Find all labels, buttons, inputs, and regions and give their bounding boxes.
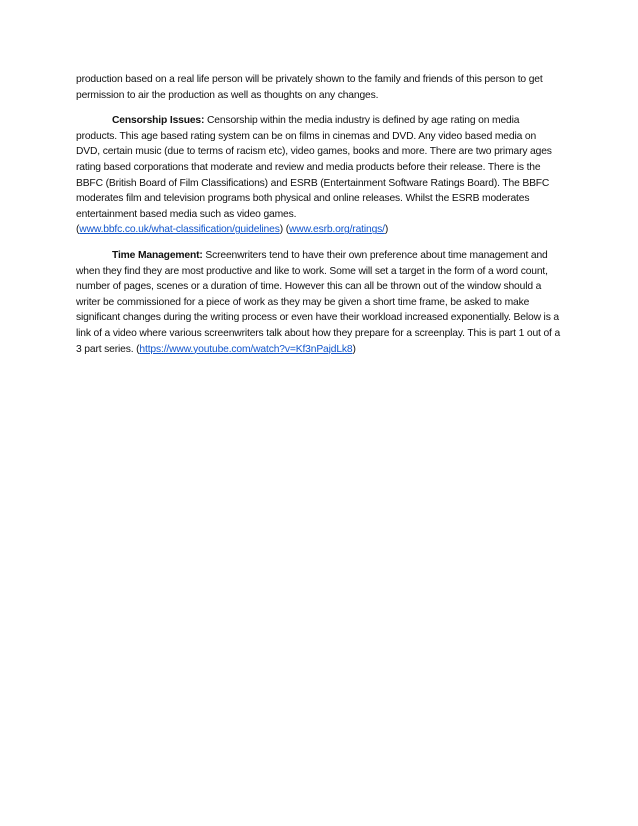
- close-paren: ): [384, 224, 389, 236]
- time-management-heading: Time Management:: [112, 249, 203, 261]
- open-paren: (: [76, 224, 80, 236]
- close-paren-2: ): [352, 343, 356, 355]
- link-separator: ) (: [279, 224, 289, 236]
- paragraph-production: [76, 72, 562, 103]
- paragraph-time-management: [76, 248, 562, 357]
- paragraph-censorship: [76, 113, 562, 238]
- youtube-link[interactable]: https://www.youtube.com/watch?v=Kf3nPajdLk8: [139, 343, 353, 355]
- censorship-heading: Censorship Issues:: [112, 115, 205, 127]
- esrb-link[interactable]: www.esrb.org/ratings/: [289, 224, 385, 236]
- paragraph-production-text: production based on a real life person will be privately shown to the family and friends of this person to get permission to air the production as well as thoughts on any changes.: [76, 74, 543, 101]
- bbfc-link[interactable]: www.bbfc.co.uk/what-classification/guidelines: [79, 224, 280, 236]
- censorship-text: Censorship within the media industry is defined by age rating on media products. This age based rating system can be on films in cinemas and DVD. Any video based media on DVD, certain music (due to terms of racism etc), video games, books and more. There are two primary ages rating based corporations that moderate and review and media products before their release. There is the BBFC (British Board of Film Classifications) and ESRB (Entertainment Software Ratings Board). The BBFC moderates film and television programs both physical and online releases. Whilst the ESRB moderates entertainment based media such as video games.: [76, 115, 552, 220]
- time-management-text: Screenwriters tend to have their own preference about time management and when they find they are most productive and like to work. Some will set a target in the form of a word count, number of pages, scenes or a duration of time. However this can all be thrown out of the window should a writer be commissioned for a piece of work as they may be given a short time frame, be asked to make significant changes during the writing process or even have their workload increased exponentially. Below is a link of a video where various screenwriters talk about how they prepare for a screenplay. This is part 1 out of a 3 part series. (: [76, 249, 561, 355]
- document-page: [76, 72, 562, 367]
